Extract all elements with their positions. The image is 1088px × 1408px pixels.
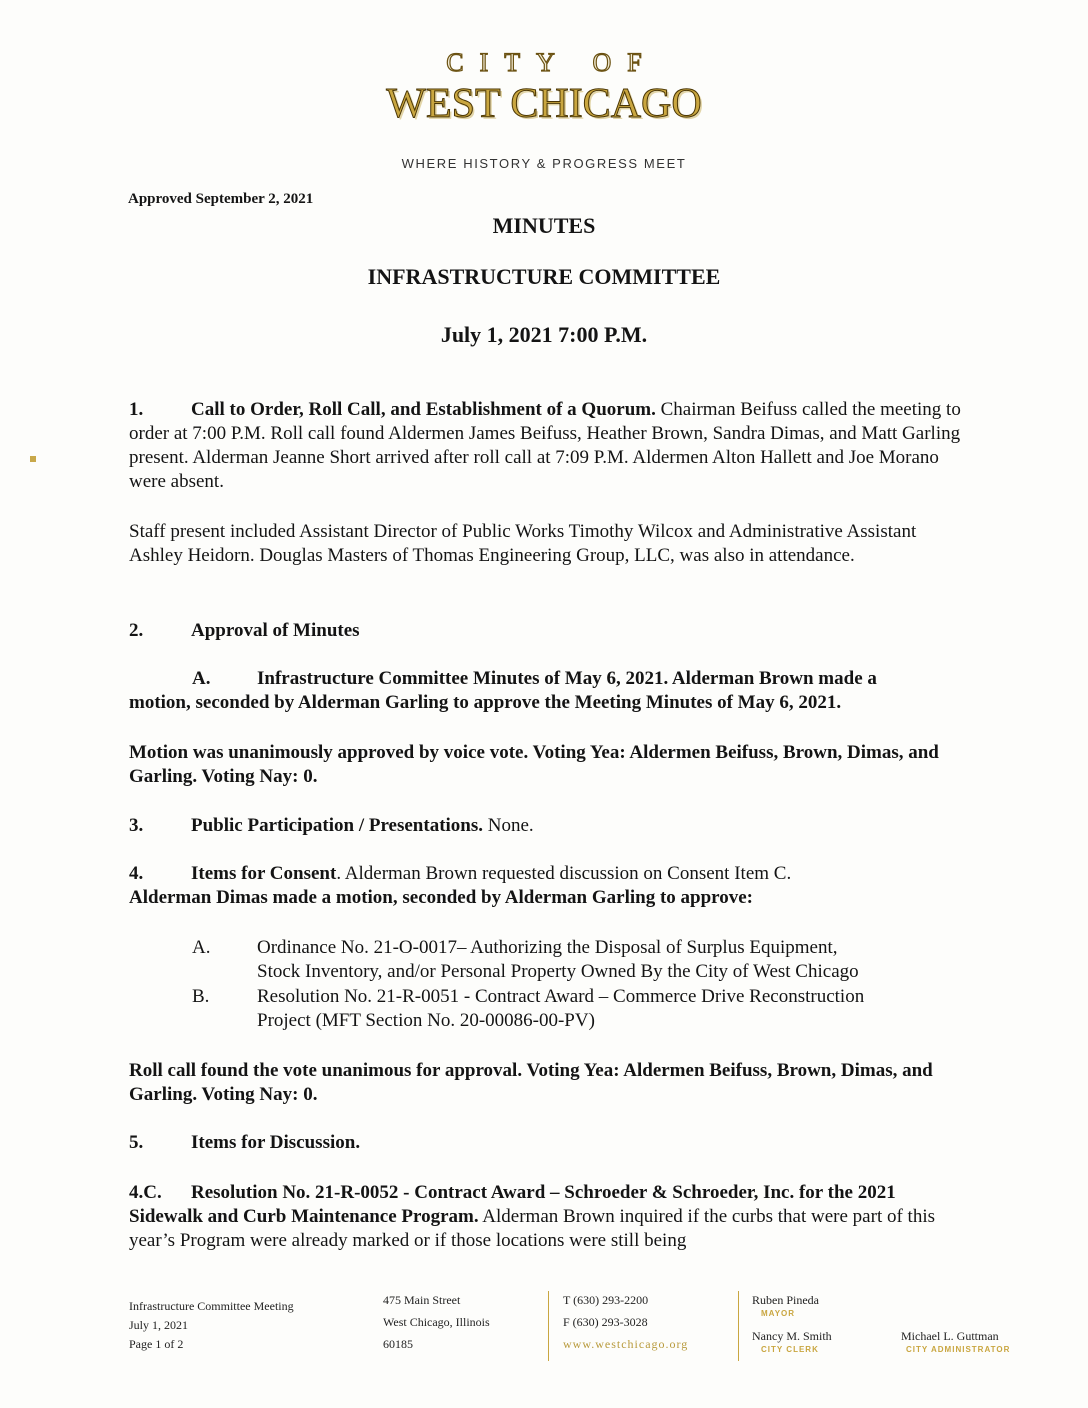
footer-fax: F (630) 293-3028 — [563, 1315, 648, 1329]
item-1-number: 1. — [129, 399, 144, 420]
footer-divider — [738, 1291, 739, 1361]
title-datetime: July 1, 2021 7:00 P.M. — [440, 322, 648, 347]
footer-divider — [548, 1291, 549, 1361]
item-5-heading: Items for Discussion. — [191, 1132, 361, 1153]
consent-item-a-line1: Ordinance No. 21-O-0017– Authorizing the Disposal of Surplus Equipment, — [257, 937, 838, 958]
footer-clerk-name: Nancy M. Smith — [752, 1329, 832, 1343]
item-4c-number: 4.C. — [129, 1182, 162, 1203]
item-4c-heading: Resolution No. 21-R-0052 - Contract Award – Schroeder & Schroeder, Inc. for the 2021 Sidewalk and Curb Maintenance Program. — [129, 1182, 896, 1227]
footer-page-number: Page 1 of 2 — [129, 1337, 184, 1351]
item-5-number: 5. — [129, 1132, 144, 1153]
item-2a-line1: Infrastructure Committee Minutes of May 6, 2021. Alderman Brown made a — [257, 668, 877, 689]
logo-city-of: CITY OF — [446, 48, 658, 77]
item-3-number: 3. — [129, 815, 144, 836]
item-2-motion: Motion was unanimously approved by voice vote. Voting Yea: Aldermen Beifuss, Brown, Dimas, and Garling. Voting Nay: 0. — [129, 742, 939, 787]
consent-item-a-line2: Stock Inventory, and/or Personal Property Owned By the City of West Chicago — [257, 961, 859, 982]
footer-date: July 1, 2021 — [129, 1318, 189, 1332]
item-2-number: 2. — [129, 620, 144, 641]
consent-item-a-letter: A. — [192, 937, 211, 958]
consent-item-b-letter: B. — [192, 986, 210, 1007]
footer-admin-name: Michael L. Guttman — [901, 1329, 999, 1343]
item-1 — [129, 398, 969, 494]
item-4-heading: Items for Consent — [191, 863, 337, 884]
approval-note: Approved September 2, 2021 — [128, 191, 314, 207]
tagline: WHERE HISTORY & PROGRESS MEET — [401, 156, 687, 171]
title-committee: INFRASTRUCTURE COMMITTEE — [367, 264, 721, 289]
footer-address-line1: 475 Main Street — [383, 1293, 461, 1307]
item-2-heading: Approval of Minutes — [191, 620, 360, 641]
margin-mark — [30, 456, 36, 462]
consent-item-b-line1: Resolution No. 21-R-0051 - Contract Award – Commerce Drive Reconstruction — [257, 986, 865, 1007]
item-2a-line2: motion, seconded by Alderman Garling to approve the Meeting Minutes of May 6, 2021. — [129, 692, 842, 713]
item-2a-letter: A. — [192, 668, 211, 689]
item-4-motion: Alderman Dimas made a motion, seconded by Alderman Garling to approve: — [129, 887, 754, 908]
item-4-vote: Roll call found the vote unanimous for approval. Voting Yea: Aldermen Beifuss, Brown, Dimas, and Garling. Voting Nay: 0. — [129, 1060, 933, 1105]
footer-clerk-title: CITY CLERK — [761, 1345, 819, 1354]
staff-paragraph: Staff present included Assistant Director of Public Works Timothy Wilcox and Administrative Assistant Ashley Heidorn. Douglas Masters of Thomas Engineering Group, LLC, was also in attendance. — [129, 521, 917, 566]
item-1-text: Chairman Beifuss called the meeting to order at 7:00 P.M. Roll call found Aldermen James Beifuss, Heather Brown, Sandra Dimas, and Matt Garling present. Alderman Jeanne Short arrived after roll call at 7:09 P.M. Aldermen Alton Hallett and Joe Morano were absent. — [129, 399, 961, 492]
item-4c-text: Alderman Brown inquired if the curbs that were part of this year’s Program were already marked or if those locations were still being — [129, 1206, 936, 1251]
consent-item-b-line2: Project (MFT Section No. 20-00086-00-PV) — [257, 1010, 595, 1031]
footer-address-line3: 60185 — [383, 1337, 413, 1351]
item-2 — [129, 619, 969, 643]
footer-address-line2: West Chicago, Illinois — [383, 1315, 490, 1329]
item-5 — [129, 1131, 969, 1155]
item-4-number: 4. — [129, 863, 144, 884]
item-3-heading: Public Participation / Presentations. — [191, 815, 484, 836]
footer-meeting: Infrastructure Committee Meeting — [129, 1299, 294, 1313]
item-4 — [129, 862, 969, 886]
item-4c — [129, 1181, 969, 1253]
footer-phone: T (630) 293-2200 — [563, 1293, 649, 1307]
item-3-text: None. — [487, 815, 534, 836]
item-4-text: . Alderman Brown requested discussion on Consent Item C. — [336, 863, 792, 884]
logo-west-chicago: WEST CHICAGO — [386, 81, 702, 127]
page-footer — [0, 1289, 1088, 1369]
item-1-heading: Call to Order, Roll Call, and Establishment of a Quorum. — [191, 399, 656, 420]
footer-mayor-name: Ruben Pineda — [752, 1293, 819, 1307]
footer-admin-title: CITY ADMINISTRATOR — [906, 1345, 1011, 1354]
footer-mayor-title: MAYOR — [761, 1309, 796, 1318]
item-3 — [129, 814, 969, 838]
title-minutes: MINUTES — [492, 213, 596, 238]
letterhead — [0, 48, 1088, 171]
footer-website-link[interactable]: www.westchicago.org — [563, 1337, 689, 1351]
